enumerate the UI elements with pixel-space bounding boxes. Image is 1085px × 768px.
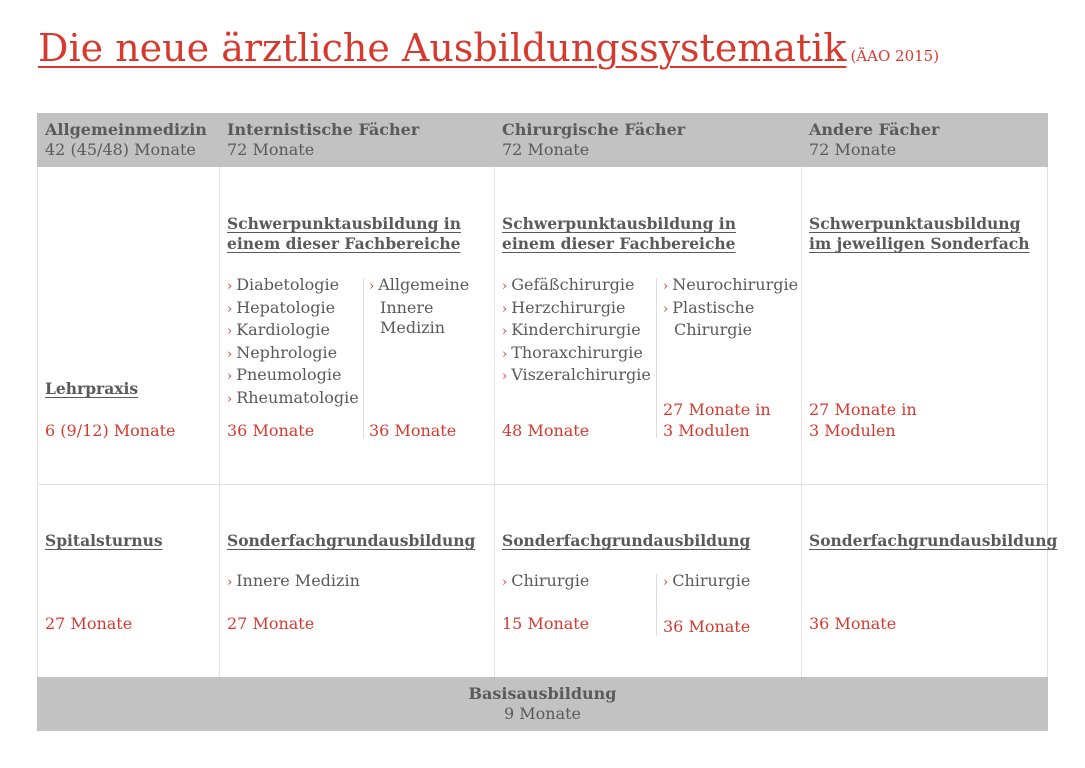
chevron-right-icon: › <box>502 346 508 362</box>
andere-schwerpunkt-heading: Schwerpunktausbildung im jeweiligen Sonderfach <box>809 214 1030 253</box>
chevron-right-icon: › <box>227 279 233 294</box>
chevron-right-icon: › <box>502 369 508 385</box>
subcolumn-divider <box>363 278 364 438</box>
chevron-right-icon: › <box>227 391 233 407</box>
lehrpraxis-duration: 6 (9/12) Monate <box>45 421 176 440</box>
column-name: Andere Fächer <box>809 120 940 139</box>
list-item: › Kinderchirurgie <box>502 320 641 340</box>
internist-allgemeine-list <box>369 275 469 339</box>
list-item: › Thoraxchirurgie <box>502 342 643 362</box>
list-item-continued: Medizin <box>380 318 446 338</box>
chirurg-schwerpunkt-heading: Schwerpunktausbildung in einem dieser Fachbereiche <box>502 214 736 253</box>
list-item: › Allgemeine <box>369 275 470 294</box>
lehrpraxis-heading: Lehrpraxis <box>45 379 139 398</box>
chevron-right-icon: › <box>502 301 508 317</box>
column-months: 72 Monate <box>809 140 897 159</box>
list-item: › Innere Medizin <box>227 571 360 590</box>
chirurg-grundausbildung-duration-b: 36 Monate <box>663 617 751 636</box>
list-item: › Herzchirurgie <box>502 297 626 317</box>
andere-grundausbildung-duration: 36 Monate <box>809 614 897 633</box>
chirurg-duration-a: 48 Monate <box>502 421 590 440</box>
andere-grundausbildung-heading: Sonderfachgrundausbildung <box>809 531 1058 550</box>
list-item: › Plastische <box>663 297 755 317</box>
list-item: › Chirurgie <box>502 571 590 590</box>
andere-duration: 27 Monate in 3 Modulen <box>809 400 917 440</box>
list-item: › Nephrologie <box>227 342 338 362</box>
column-divider <box>494 167 495 677</box>
subcolumn-divider <box>656 278 657 438</box>
chirurg-neuro-plastisch-list <box>663 275 798 341</box>
column-divider <box>219 167 220 677</box>
list-item-continued: Chirurgie <box>674 320 753 340</box>
internist-duration-a: 36 Monate <box>227 421 315 440</box>
column-header-andere <box>809 120 939 160</box>
list-item: › Kardiologie <box>227 320 330 340</box>
list-item-continued: Innere <box>380 297 434 317</box>
list-item: › Pneumologie <box>227 365 342 385</box>
column-header-internistische <box>227 120 419 160</box>
chevron-right-icon: › <box>227 369 233 385</box>
chevron-right-icon: › <box>369 279 375 294</box>
column-months: 72 Monate <box>502 140 590 159</box>
row-divider <box>37 484 1048 485</box>
chevron-right-icon: › <box>227 575 233 590</box>
internist-grundausbildung-heading: Sonderfachgrundausbildung <box>227 531 476 550</box>
column-header-chirurgische <box>502 120 685 160</box>
list-item: › Viszeralchirurgie <box>502 365 651 385</box>
chevron-right-icon: › <box>227 301 233 317</box>
column-name: Internistische Fächer <box>227 120 420 139</box>
internist-duration-b: 36 Monate <box>369 421 457 440</box>
list-item: › Rheumatologie <box>227 387 359 407</box>
column-divider <box>801 167 802 677</box>
chirurg-grundausbildung-duration-a: 15 Monate <box>502 614 590 633</box>
list-item: › Diabetologie <box>227 275 340 294</box>
chevron-right-icon: › <box>502 279 508 294</box>
list-item: › Hepatologie <box>227 297 336 317</box>
internist-schwerpunkt-heading: Schwerpunktausbildung in einem dieser Fachbereiche <box>227 214 461 253</box>
basisausbildung <box>37 684 1048 724</box>
page-title <box>38 26 939 70</box>
column-months: 72 Monate <box>227 140 315 159</box>
subcolumn-divider <box>656 574 657 636</box>
column-name: Allgemeinmedizin <box>45 120 207 139</box>
chirurg-duration-b: 27 Monate in 3 Modulen <box>663 400 771 440</box>
internist-grundausbildung-duration: 27 Monate <box>227 614 315 633</box>
title-main: Die neue ärztliche Ausbildungssystematik <box>38 26 847 70</box>
list-item: › Gefäßchirurgie <box>502 275 635 294</box>
title-sub: (ÄAO 2015) <box>850 47 940 65</box>
chevron-right-icon: › <box>502 575 508 590</box>
basis-name: Basisausbildung <box>468 684 617 703</box>
column-header-allgemeinmedizin <box>45 120 207 160</box>
chevron-right-icon: › <box>663 279 669 294</box>
chevron-right-icon: › <box>663 575 669 590</box>
internist-schwerpunkt-list <box>227 275 359 411</box>
list-item: › Chirurgie <box>663 571 751 590</box>
chevron-right-icon: › <box>227 346 233 362</box>
chevron-right-icon: › <box>227 324 233 340</box>
chirurg-schwerpunkt-list <box>502 275 651 388</box>
spitalsturnus-heading: Spitalsturnus <box>45 531 163 550</box>
list-item: › Neurochirurgie <box>663 275 799 294</box>
column-months: 42 (45/48) Monate <box>45 140 196 159</box>
chevron-right-icon: › <box>502 324 508 340</box>
spitalsturnus-duration: 27 Monate <box>45 614 133 633</box>
column-name: Chirurgische Fächer <box>502 120 686 139</box>
chirurg-grundausbildung-heading: Sonderfachgrundausbildung <box>502 531 751 550</box>
chevron-right-icon: › <box>663 301 669 317</box>
basis-months: 9 Monate <box>503 704 582 723</box>
